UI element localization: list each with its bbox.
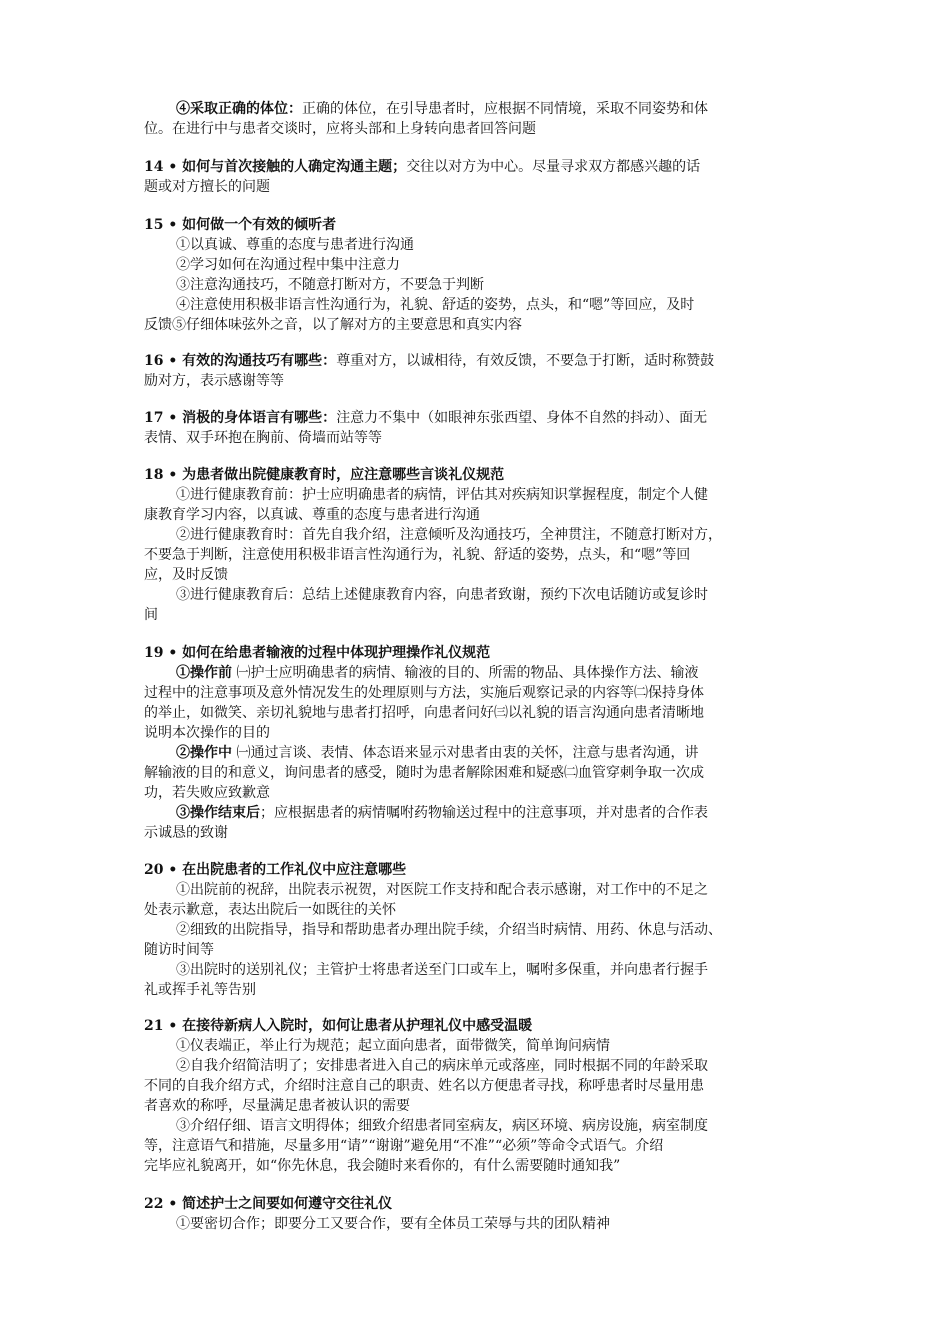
step-text: ；应根据患者的病情嘱咐药物输送过程中的注意事项，并对患者的合作表 — [260, 805, 708, 821]
question-14 — [144, 157, 824, 177]
paragraph-line: ③注意沟通技巧，不随意打断对方，不要急于判断 — [176, 277, 484, 293]
paragraph-line: ①出院前的祝辞，出院表示祝贺，对医院工作支持和配合表示感谢，对工作中的不足之 — [176, 882, 708, 898]
paragraph-line — [176, 803, 856, 823]
paragraph-line: 反馈⑤仔细体味弦外之音，以了解对方的主要意思和真实内容 — [144, 317, 522, 333]
paragraph-line — [176, 743, 856, 763]
paragraph-line: ②细致的出院指导，指导和帮助患者办理出院手续，介绍当时病情、用药、休息与活动、 — [176, 922, 722, 938]
paragraph-line: 位。在进行中与患者交谈时，应将头部和上身转向患者回答问题 — [144, 121, 536, 137]
paragraph-line: 表情、双手环抱在胸前、倚墙而站等等 — [144, 430, 382, 446]
paragraph-line: ②进行健康教育时：首先自我介绍，注意倾听及沟通技巧，全神贯注，不随意打断对方， — [176, 527, 722, 543]
question-title: 17 • 消极的身体语言有哪些： — [144, 410, 337, 426]
step-heading: ②操作中 — [176, 745, 232, 761]
question-17 — [144, 408, 824, 428]
paragraph-line: 说明本次操作的目的 — [144, 725, 270, 741]
paragraph-line: 功，若失败应致歉意 — [144, 785, 270, 801]
item-heading: ④采取正确的体位： — [176, 101, 302, 117]
paragraph-line: ③出院时的送别礼仪；主管护士将患者送至门口或车上，嘱咐多保重，并向患者行握手 — [176, 962, 708, 978]
paragraph-line: 处表示歉意，表达出院后一如既往的关怀 — [144, 902, 396, 918]
paragraph-line: 应，及时反馈 — [144, 567, 228, 583]
paragraph-line: ①要密切合作；即要分工又要合作，要有全体员工荣辱与共的团队精神 — [176, 1216, 610, 1232]
paragraph-line: 随访时间等 — [144, 942, 214, 958]
question-21-title: 21 • 在接待新病人入院时，如何让患者从护理礼仪中感受温暖 — [144, 1018, 533, 1034]
answer-text: 交往以对方为中心。尽量寻求双方都感兴趣的话 — [406, 159, 701, 175]
paragraph-line: ③进行健康教育后：总结上述健康教育内容，向患者致谢，预约下次电话随访或复诊时 — [176, 587, 708, 603]
paragraph-line: ②学习如何在沟通过程中集中注意力 — [176, 257, 400, 273]
question-title: 14 • 如何与首次接触的人确定沟通主题； — [144, 159, 407, 175]
answer-text: 尊重对方，以诚相待，有效反馈，不要急于打断，适时称赞鼓 — [336, 353, 715, 369]
paragraph-line: 过程中的注意事项及意外情况发生的处理原则与方法，实施后观察记录的内容等㈡保持身体 — [144, 685, 704, 701]
question-22-title: 22 • 简述护士之间要如何遵守交往礼仪 — [144, 1196, 393, 1212]
paragraph-line: 示诚恳的致谢 — [144, 825, 228, 841]
paragraph-line: 者喜欢的称呼，尽量满足患者被认识的需要 — [144, 1098, 410, 1114]
question-title: 16 • 有效的沟通技巧有哪些： — [144, 353, 337, 369]
item-text: 正确的体位，在引导患者时，应根据不同情境，采取不同姿势和体 — [302, 101, 708, 117]
paragraph-line: 解输液的目的和意义，询问患者的感受，随时为患者解除困难和疑惑㈡血管穿刺争取一次成 — [144, 765, 704, 781]
step-heading: ③操作结束后 — [176, 805, 260, 821]
step-text: ㈠护士应明确患者的病情、输液的目的、所需的物品、具体操作方法、输液 — [236, 665, 699, 681]
question-20-title: 20 • 在出院患者的工作礼仪中应注意哪些 — [144, 862, 407, 878]
paragraph-line: 不同的自我介绍方式，介绍时注意自己的职责、姓名以方便患者寻找，称呼患者时尽量用患 — [144, 1078, 704, 1094]
question-15-title: 15 • 如何做一个有效的倾听者 — [144, 217, 337, 233]
paragraph-line: ③介绍仔细、语言文明得体；细致介绍患者同室病友，病区环境、病房设施，病室制度 — [176, 1118, 708, 1134]
paragraph-line: 题或对方擅长的问题 — [144, 179, 270, 195]
paragraph-line: ①以真诚、尊重的态度与患者进行沟通 — [176, 237, 414, 253]
paragraph-line: 间 — [144, 607, 158, 623]
paragraph-line: 励对方，表示感谢等等 — [144, 373, 284, 389]
paragraph-line: ②自我介绍简洁明了；安排患者进入自己的病床单元或落座，同时根据不同的年龄采取 — [176, 1058, 708, 1074]
paragraph-line: 等，注意语气和措施，尽量多用“请”“谢谢”避免用“不准”“必须”等命令式语气。介绍 — [144, 1138, 664, 1154]
step-text: ㈠通过言谈、表情、体态语来显示对患者由衷的关怀，注意与患者沟通，讲 — [236, 745, 699, 761]
paragraph-line: ①进行健康教育前：护士应明确患者的病情，评估其对疾病知识掌握程度，制定个人健 — [176, 487, 708, 503]
question-18-title: 18 • 为患者做出院健康教育时，应注意哪些言谈礼仪规范 — [144, 467, 505, 483]
paragraph-line: ④注意使用积极非语言性沟通行为，礼貌、舒适的姿势，点头，和“嗯”等回应，及时 — [176, 297, 695, 313]
paragraph-line — [176, 663, 856, 683]
question-19-title: 19 • 如何在给患者输液的过程中体现护理操作礼仪规范 — [144, 645, 491, 661]
step-heading: ①操作前 — [176, 665, 232, 681]
paragraph-line: ①仪表端正，举止行为规范；起立面向患者，面带微笑，简单询问病情 — [176, 1038, 610, 1054]
paragraph-line: 康教育学习内容，以真诚、尊重的态度与患者进行沟通 — [144, 507, 480, 523]
paragraph-line: 不要急于判断，注意使用积极非语言性沟通行为，礼貌、舒适的姿势，点头，和“嗯”等回 — [144, 547, 691, 563]
paragraph-line: 完毕应礼貌离开，如“你先休息，我会随时来看你的，有什么需要随时通知我” — [144, 1158, 621, 1174]
question-16 — [144, 351, 824, 371]
paragraph-line — [176, 99, 856, 119]
paragraph-line: 礼或挥手礼等告别 — [144, 982, 256, 998]
answer-text: 注意力不集中（如眼神东张西望、身体不自然的抖动）、面无 — [336, 410, 708, 426]
paragraph-line: 的举止，如微笑、亲切礼貌地与患者打招呼，向患者问好㈢以礼貌的语言沟通向患者清晰地 — [144, 705, 704, 721]
